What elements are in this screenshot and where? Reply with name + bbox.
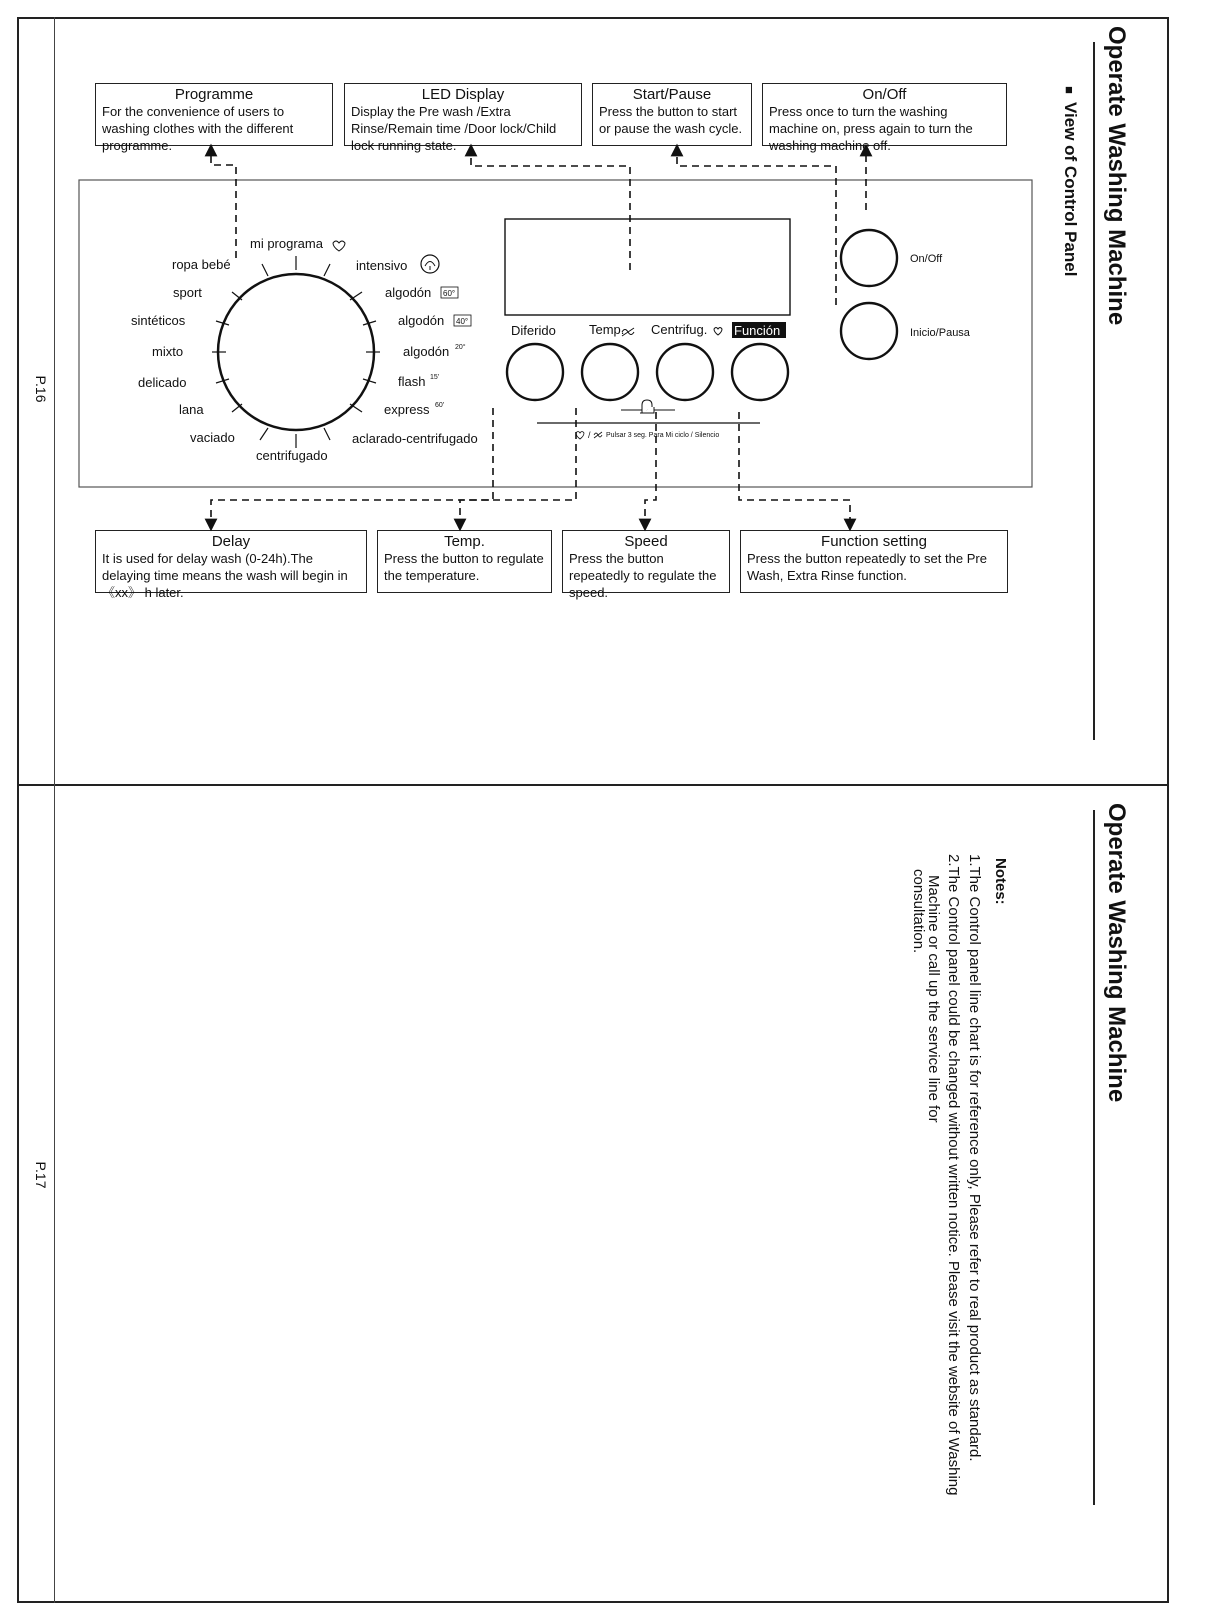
dial-program-label: ropa bebé — [172, 257, 231, 272]
leader-programme — [211, 150, 236, 258]
child-lock-icon — [640, 400, 654, 413]
note-line: 1.The Control panel line chart is for reference only, Please refer to real product as standard. — [966, 854, 983, 1462]
dial-program-label: algodón — [398, 313, 445, 328]
note-line: 2.The Control panel could be changed without written notice. Please visit the website of Washing — [945, 854, 962, 1496]
dial-program-label: sintéticos — [131, 313, 186, 328]
leader-led — [471, 150, 630, 270]
temp-button[interactable] — [582, 344, 638, 400]
leader-start-pause — [677, 150, 836, 305]
temp-badge: 40° — [456, 317, 469, 326]
notes-block — [910, 854, 1030, 1522]
time-badge: 15' — [430, 374, 440, 381]
diferido-button[interactable] — [507, 344, 563, 400]
programme-callout: Programme For the convenience of users to washing clothes with the different programme. — [95, 83, 333, 146]
button-label: Temp. — [589, 322, 625, 337]
leader-delay — [211, 408, 493, 525]
on-off-callout: On/Off Press once to turn the washing machine on, press again to turn the washing machine off. — [762, 83, 1007, 146]
dial-program-label: vaciado — [190, 430, 235, 445]
button-label: Centrifug. — [651, 322, 708, 337]
dial-program-label: flash — [398, 374, 426, 389]
funcion-button[interactable] — [732, 344, 788, 400]
dial-program-label: intensivo — [356, 258, 408, 273]
cotton-icon — [421, 255, 439, 273]
page-title: Operate Washing Machine — [1103, 803, 1130, 1103]
start-pause-label: Inicio/Pausa — [910, 327, 970, 339]
heart-icon — [333, 241, 345, 251]
note-line: Machine or call up the service line for — [925, 875, 942, 1123]
dial-program-label: aclarado-centrifugado — [352, 431, 478, 446]
centrifug-button[interactable] — [657, 344, 713, 400]
title-rule — [1093, 810, 1095, 1505]
dial-program-label: express — [384, 402, 430, 417]
control-panel-diagram — [0, 0, 1225, 784]
temp-badge: 20° — [455, 344, 466, 351]
start-pause-button[interactable] — [841, 303, 897, 359]
page-number: P.16 — [33, 375, 49, 403]
page-number: P.17 — [33, 1161, 49, 1189]
dial-program-label: lana — [179, 402, 204, 417]
dial-program-label: delicado — [138, 375, 187, 390]
page-divider — [17, 784, 1169, 786]
page-title: Operate Washing Machine — [1103, 26, 1130, 326]
section-title: View of Control Panel — [1061, 102, 1080, 277]
dial-program-label: mi programa — [250, 236, 323, 251]
dial-program-label: sport — [173, 285, 202, 300]
cotton-icon-inner — [425, 262, 435, 271]
heart-icon — [714, 328, 722, 336]
speed-callout: Speed Press the button repeatedly to regulate the speed. — [562, 530, 730, 593]
on-off-label: On/Off — [910, 253, 943, 265]
leader-function — [739, 412, 850, 525]
function-setting-callout: Function setting Press the button repeatedly to set the Pre Wash, Extra Rinse function. — [740, 530, 1008, 593]
dial-program-label: centrifugado — [256, 448, 328, 463]
no-wave-icon — [594, 432, 602, 438]
dial-program-label: mixto — [152, 344, 184, 359]
note-line: consultation. — [910, 869, 927, 954]
leader-speed — [645, 412, 656, 525]
program-dial — [218, 274, 374, 430]
start-pause-callout: Start/Pause Press the button to start or pause the wash cycle. — [592, 83, 752, 146]
led-display — [505, 219, 790, 315]
leader-temp — [460, 408, 576, 525]
on-off-button[interactable] — [841, 230, 897, 286]
hint-separator: / — [588, 430, 591, 440]
heart-icon — [576, 432, 584, 440]
temp-callout: Temp. Press the button to regulate the temperature. — [377, 530, 552, 593]
temp-badge: 60° — [443, 289, 456, 298]
time-badge: 60' — [435, 402, 445, 409]
delay-callout: Delay It is used for delay wash (0-24h).The delaying time means the wash will begin in 《xx》 h later. — [95, 530, 367, 593]
dial-program-label: algodón — [403, 344, 450, 359]
led-display-callout: LED Display Display the Pre wash /Extra Rinse/Remain time /Door lock/Child lock running state. — [344, 83, 582, 146]
dial-program-label: algodón — [385, 285, 432, 300]
hint-text: Pulsar 3 seg. Para Mi ciclo / Silencio — [606, 432, 720, 439]
notes-heading: Notes: — [992, 858, 1009, 905]
button-label: Diferido — [511, 323, 556, 338]
section-bullet: ■ — [1062, 86, 1077, 94]
button-label: Función — [734, 323, 781, 338]
